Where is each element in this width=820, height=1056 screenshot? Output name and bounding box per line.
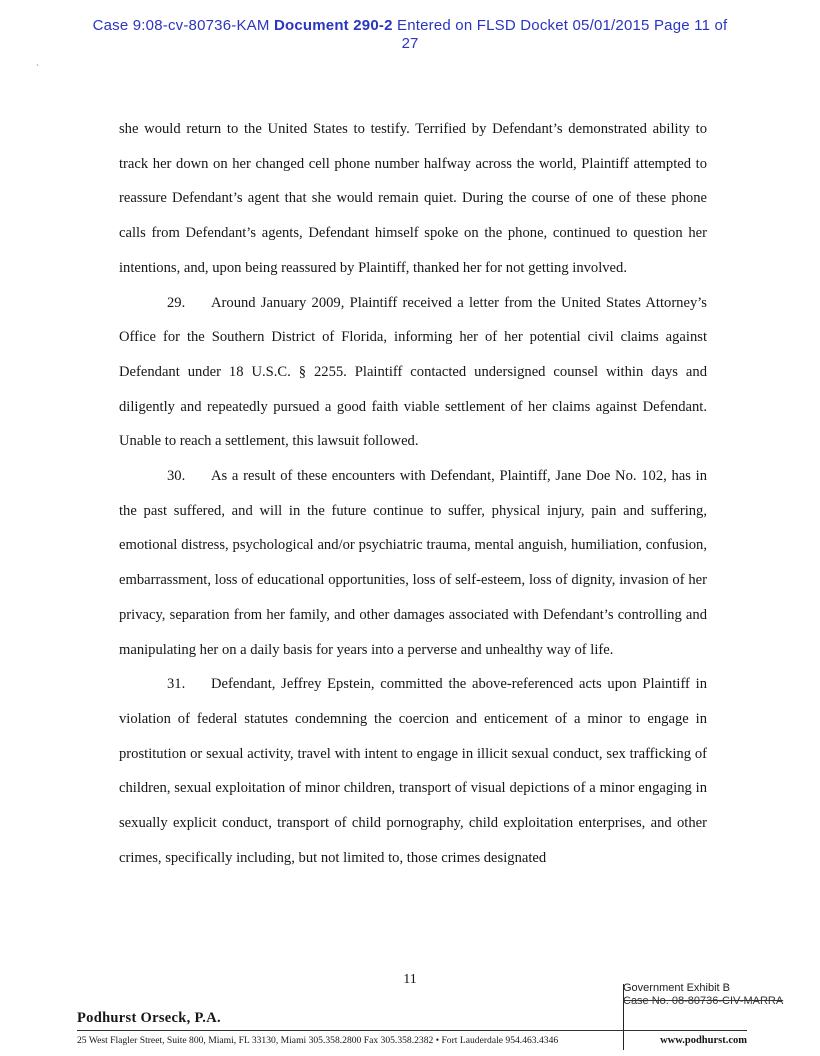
footer-website: www.podhurst.com [660, 1035, 747, 1046]
stamp-case-number: Case 9:08-cv-80736-KAM [92, 17, 270, 34]
paragraph-30 [119, 459, 707, 667]
page-number: 11 [403, 972, 417, 987]
paragraph-number: 29. [167, 294, 186, 311]
stamp-document-number: Document 290-2 [273, 17, 393, 34]
paragraph-text: As a result of these encounters with Defendant, Plaintiff, Jane Doe No. 102, has in the past suffered, and will in the future continue to suffer, physical injury, pain and suffering, emotional distress, psychological and/or psychiatric trauma, mental anguish, humiliation, confusion, embarrassment, loss of educational opportunities, loss of self-esteem, loss of dignity, invasion of her privacy, separation from her family, and other damages associated with Defendant’s controlling and manipulating her on a daily basis for years into a perverse and unhealthy way of life. [119, 468, 707, 658]
stamp-total-pages: 27 [401, 35, 419, 52]
footer-divider [77, 1030, 747, 1031]
court-filing-stamp [0, 17, 820, 52]
footer-address-line [77, 1035, 747, 1046]
scan-speck: ` [36, 63, 39, 73]
paragraph-text: Around January 2009, Plaintiff received a letter from the United States Attorney’s Office for the Southern District of Florida, informing her of her potential civil claims against Defendant under 18 U.S.C. § 2255. Plaintiff contacted undersigned counsel within days and diligently and repeatedly pursued a good faith viable settlement of her claims against Defendant. Unable to reach a settlement, this lawsuit followed. [119, 294, 707, 450]
paragraph-number: 30. [167, 468, 186, 485]
paragraph-31 [119, 667, 707, 875]
stamp-entered-on: Entered on FLSD Docket 05/01/2015 [396, 17, 650, 34]
document-body [119, 112, 707, 875]
stamp-page-of: Page 11 of [653, 17, 728, 34]
footer-address: 25 West Flagler Street, Suite 800, Miami, FL 33130, Miami 305.358.2800 Fax 305.358.2382 • Fort Lauderdale 954.463.4346 [77, 1035, 559, 1046]
paragraph-continued [119, 112, 707, 286]
exhibit-title: Government Exhibit B [623, 982, 730, 994]
footer-firm-name: Podhurst Orseck, P.A. [77, 1010, 221, 1026]
paragraph-29 [119, 286, 707, 460]
stamp-line-1 [0, 17, 820, 34]
paragraph-number: 31. [167, 676, 186, 693]
exhibit-case-number: Case No. 08-80736-CIV-MARRA [623, 995, 784, 1007]
paragraph-text: she would return to the United States to testify. Terrified by Defendant’s demonstrated ability to track her down on her changed cell phone number halfway across the world, Plaintiff attempted to reassure Defendant’s agent that she would remain quiet. During the course of one of these phone calls from Defendant’s agents, Defendant himself spoke on the phone, continued to question her intentions, and, upon being reassured by Plaintiff, thanked her for not getting involved. [119, 121, 707, 276]
exhibit-stamp [623, 982, 783, 1008]
paragraph-text: Defendant, Jeffrey Epstein, committed the above-referenced acts upon Plaintiff in violation of federal statutes condemning the coercion and enticement of a minor to engage in prostitution or sexual activity, travel with intent to engage in illicit sexual conduct, sex trafficking of children, sexual exploitation of minor children, transport of visual depictions of a minor engaging in sexually explicit conduct, transport of child pornography, child exploitation enterprises, and other crimes, specifically including, but not limited to, those crimes designated [119, 676, 707, 866]
